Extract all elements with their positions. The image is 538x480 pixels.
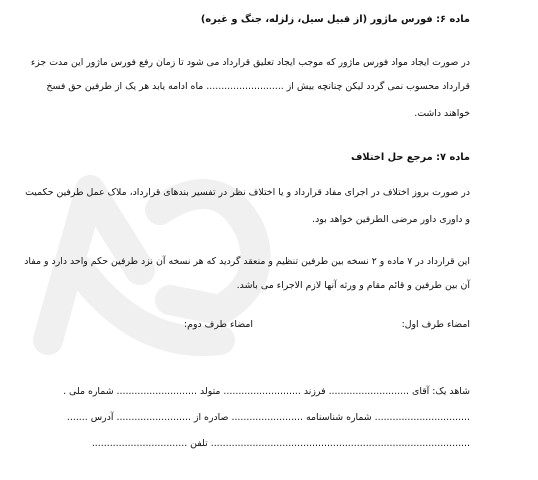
article-6-line-3: خواهند داشت. (414, 108, 470, 119)
article-7-line-1: در صورت بروز اختلاف در اجرای مفاد قرارداد و یا اختلاف نظر در تفسیر بندهای قرارداد، ملاک عمل طرفین حکمیت (25, 187, 470, 198)
article-6-title: ماده ۶: فورس ماژور (از قبیل سیل، زلزله، جنگ و غیره) (200, 14, 470, 25)
witness-line-1: شاهد یک: آقای ........................... فرزند .......................... متولد ........................... شماره ملی . (63, 386, 470, 397)
article-7-line-3: این قرارداد در ۷ ماده و ۲ نسخه بین طرفین تنظیم و منعقد گردید که هر نسخه آن نزد طرفین حکم واحد دارد و مفاد (24, 256, 470, 267)
article-7-line-4: آن بین طرفین و قائم مقام و ورثه آنها لازم الاجراء می باشد. (236, 280, 470, 291)
article-6-line-2: قرارداد محسوب نمی گردد لیکن چنانچه بیش از .......................... ماه ادامه یابد هر یک از طرفین حق فسخ (46, 81, 470, 92)
article-7-line-2: و داوری داور مرضی الطرفین خواهد بود. (312, 214, 470, 225)
signature-party-1-label: امضاء طرف اول: (401, 319, 470, 330)
witness-line-3: ....................................................................................... تلفن ................................ (91, 438, 470, 449)
article-6-line-1: در صورت ایجاد مواد فورس ماژور که موجب ایجاد تعلیق قرارداد می شود تا زمان رفع فورس ماژور این مدت جزء (30, 57, 470, 68)
article-7-title: ماده ۷: مرجع حل اختلاف (350, 152, 470, 163)
signature-party-2-label: امضاء طرف دوم: (184, 319, 253, 330)
witness-line-2: ................................ شماره شناسنامه ........................ صادره از ......................... آدرس ....... (66, 412, 470, 423)
